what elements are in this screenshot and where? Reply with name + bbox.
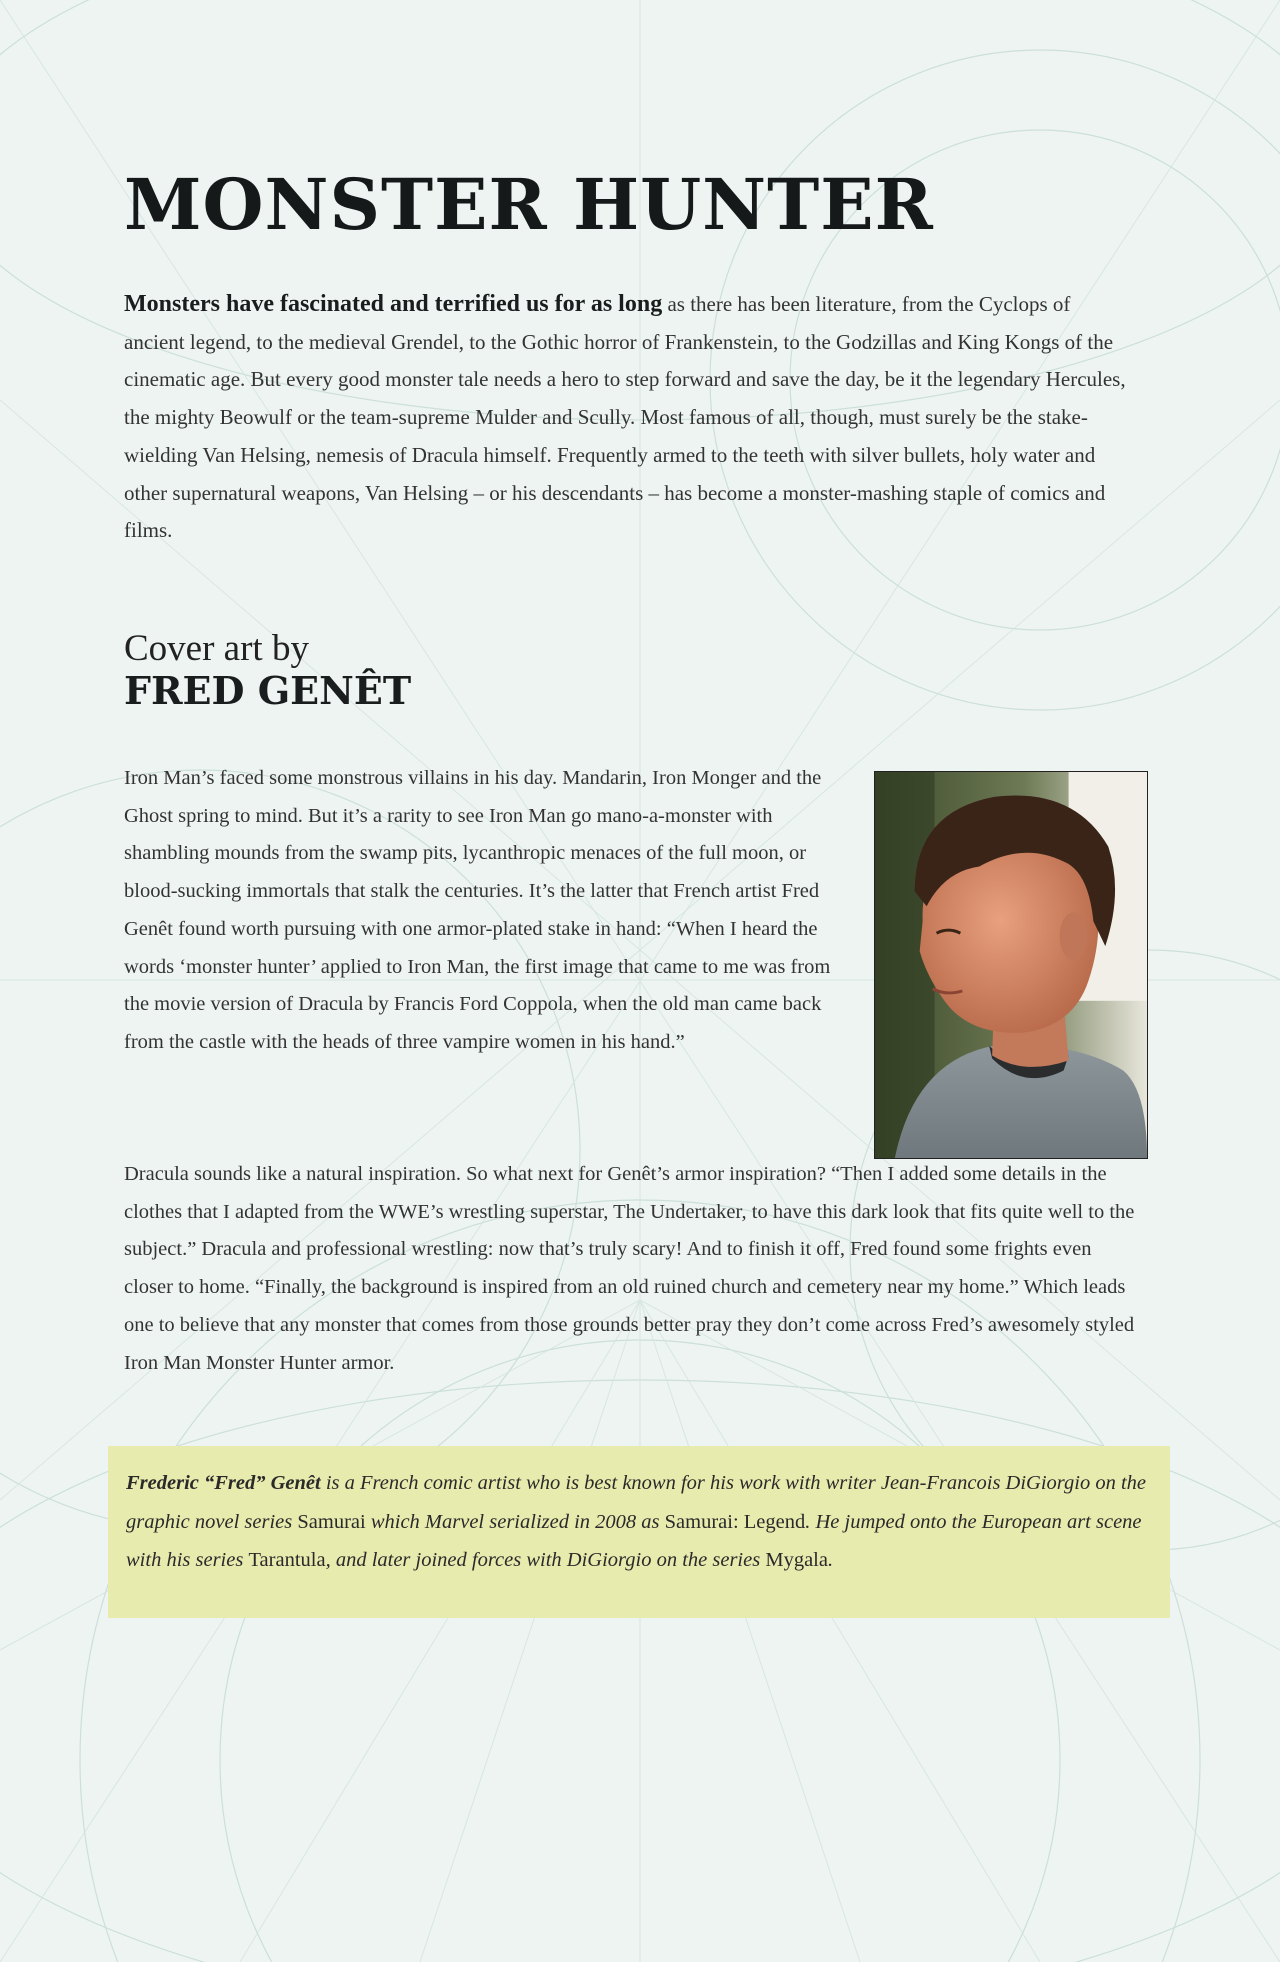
bio-series-1: Samurai [297, 1510, 366, 1533]
bio-series-3: Tarantula [248, 1549, 326, 1571]
page-title: MONSTER HUNTER [124, 163, 934, 246]
article-paragraph-1: Iron Man’s faced some monstrous villains in his day. Mandarin, Iron Monger and the Ghost spring to mind. But it’s a rarity to see Iron Man go mano-a-monster with shambling mounds from the swamp pits, lycanthropic menaces of the full moon, or blood-sucking immortals that stalk the centuries. It’s the latter that French artist Fred Genêt found worth pursuing with one armor-plated stake in hand: “When I heard the words ‘monster hunter’ applied to Iron Man, the first image that came to me was from the movie version of Dracula by Francis Ford Coppola, when the old man came back from the castle with the heads of three vampire women in his hand.” [124, 767, 831, 1053]
artist-name: FRED GENÊT [124, 668, 412, 713]
bio-text-5: . [827, 1549, 834, 1571]
artist-photo [874, 771, 1148, 1159]
intro-text: as there has been literature, from the Cyclops of ancient legend, to the medieval Grendel, to the Gothic horror of Frankenstein, to the Godzillas and King Kongs of the cinematic age. But every good monster tale needs a hero to step forward and save the day, be it the legendary Hercules, the mighty Beowulf or the team-supreme Mulder and Scully. Most famous of all, though, must surely be the stake-wielding Van Helsing, nemesis of Dracula himself. Frequently armed to the teeth with silver bullets, holy water and other supernatural weapons, Van Helsing – or his descendants – has become a monster-mashing staple of comics and films. [124, 292, 1126, 543]
intro-paragraph [124, 286, 1134, 550]
bio-series-2: Samurai: Legend [664, 1510, 806, 1533]
artist-bio [126, 1464, 1152, 1580]
cover-art-label: Cover art by [124, 628, 309, 669]
bio-series-4: Mygala [765, 1549, 828, 1571]
bio-text-3: . He jumped onto the European art scene with his series [126, 1510, 1142, 1571]
bio-text-2: which Marvel serialized in 2008 as [365, 1510, 665, 1533]
article-paragraph-2: Dracula sounds like a natural inspiration. So what next for Genêt’s armor inspiration? “Then I added some details in the clothes that I adapted from the WWE’s wrestling superstar, The Undertaker, to have this dark look that fits quite well to the subject.” Dracula and professional wrestling: now that’s truly scary! And to finish it off, Fred found some frights even closer to home. “Finally, the background is inspired from an old ruined church and cemetery near my home.” Which leads one to believe that any monster that comes from those grounds better pray they don’t come across Fred’s awesomely styled Iron Man Monster Hunter armor. [124, 1163, 1135, 1374]
intro-lead: Monsters have fascinated and terrified us for as long [124, 291, 663, 317]
artist-bio-box [108, 1446, 1170, 1618]
bio-name: Frederic “Fred” Genêt [126, 1472, 321, 1494]
bio-text-1: is a French comic artist who is best known for his work with writer Jean-Francois DiGiorgio on the graphic novel series [126, 1472, 1147, 1533]
bio-text-4: , and later joined forces with DiGiorgio on the series [325, 1549, 766, 1571]
